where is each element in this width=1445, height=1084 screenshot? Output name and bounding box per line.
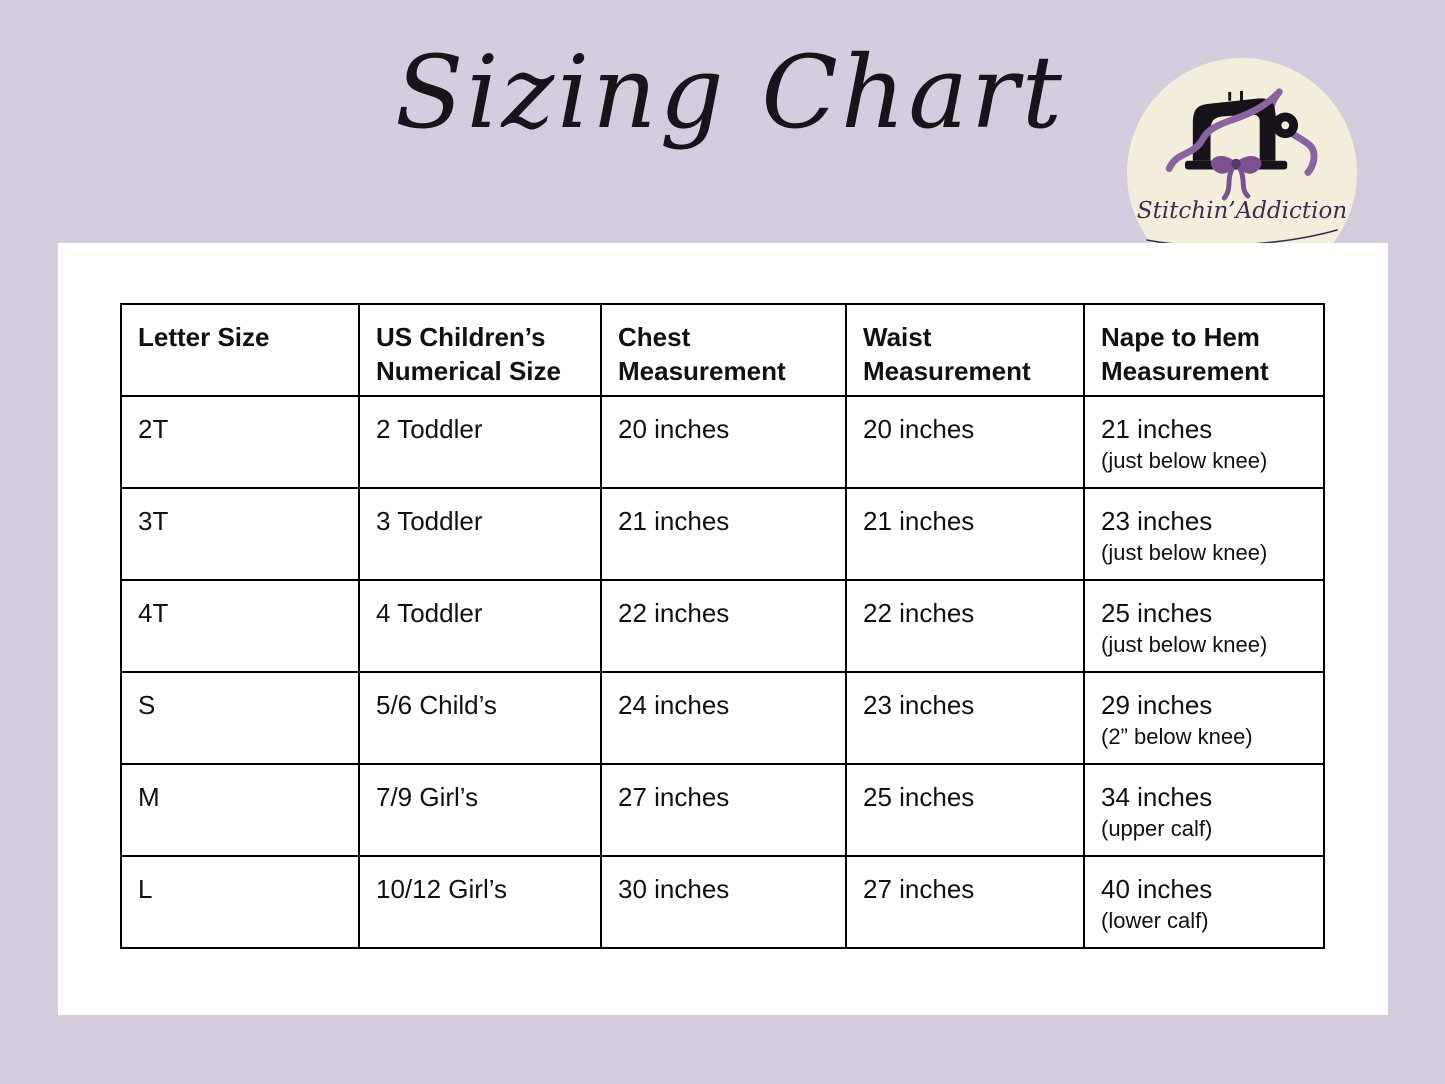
cell-waist: 21 inches [846,488,1084,580]
cell-letter-size: 2T [121,396,359,488]
cell-chest: 24 inches [601,672,846,764]
column-header-chest: Chest Measurement [601,304,846,396]
header-row [121,304,1324,396]
table-row [121,856,1324,948]
nape-value: 23 inches [1101,506,1213,536]
nape-value: 25 inches [1101,598,1213,628]
cell-waist: 22 inches [846,580,1084,672]
cell-chest: 30 inches [601,856,846,948]
cell-nape-to-hem [1084,856,1324,948]
column-header-nape-to-hem: Nape to Hem Measurement [1084,304,1324,396]
cell-waist: 23 inches [846,672,1084,764]
nape-note: (2” below knee) [1101,723,1253,749]
nape-note: (just below knee) [1101,447,1268,473]
cell-nape-to-hem [1084,672,1324,764]
cell-letter-size: L [121,856,359,948]
cell-numerical-size: 3 Toddler [359,488,601,580]
table-row [121,396,1324,488]
table-row [121,672,1324,764]
cell-letter-size: S [121,672,359,764]
machine-body [1185,91,1298,170]
cell-waist: 20 inches [846,396,1084,488]
nape-value: 34 inches [1101,782,1213,812]
cell-chest: 20 inches [601,396,846,488]
column-header-waist: Waist Measurement [846,304,1084,396]
cell-letter-size: M [121,764,359,856]
nape-value: 21 inches [1101,414,1213,444]
column-header-letter-size: Letter Size [121,304,359,396]
cell-chest: 21 inches [601,488,846,580]
cell-waist: 25 inches [846,764,1084,856]
sizing-table [120,303,1325,949]
bow-icon [1211,156,1262,198]
table-row [121,764,1324,856]
cell-waist: 27 inches [846,856,1084,948]
cell-nape-to-hem [1084,396,1324,488]
nape-note: (just below knee) [1101,539,1268,565]
page-title: Sizing Chart [395,34,1065,151]
nape-value: 40 inches [1101,874,1213,904]
cell-numerical-size: 5/6 Child’s [359,672,601,764]
nape-value: 29 inches [1101,690,1213,720]
nape-note: (upper calf) [1101,815,1213,841]
column-header-numerical-size: US Children’s Numerical Size [359,304,601,396]
cell-numerical-size: 7/9 Girl’s [359,764,601,856]
sewing-machine-icon [1155,84,1329,202]
cell-nape-to-hem [1084,488,1324,580]
nape-note: (lower calf) [1101,907,1209,933]
chart-card [58,243,1388,1015]
cell-nape-to-hem [1084,764,1324,856]
cell-numerical-size: 2 Toddler [359,396,601,488]
cell-chest: 27 inches [601,764,846,856]
nape-note: (just below knee) [1101,631,1268,657]
cell-chest: 22 inches [601,580,846,672]
cell-letter-size: 3T [121,488,359,580]
cell-numerical-size: 4 Toddler [359,580,601,672]
cell-nape-to-hem [1084,580,1324,672]
cell-letter-size: 4T [121,580,359,672]
brand-name: Stitchin’Addiction [1136,198,1348,224]
table-row [121,580,1324,672]
cell-numerical-size: 10/12 Girl’s [359,856,601,948]
table-row [121,488,1324,580]
